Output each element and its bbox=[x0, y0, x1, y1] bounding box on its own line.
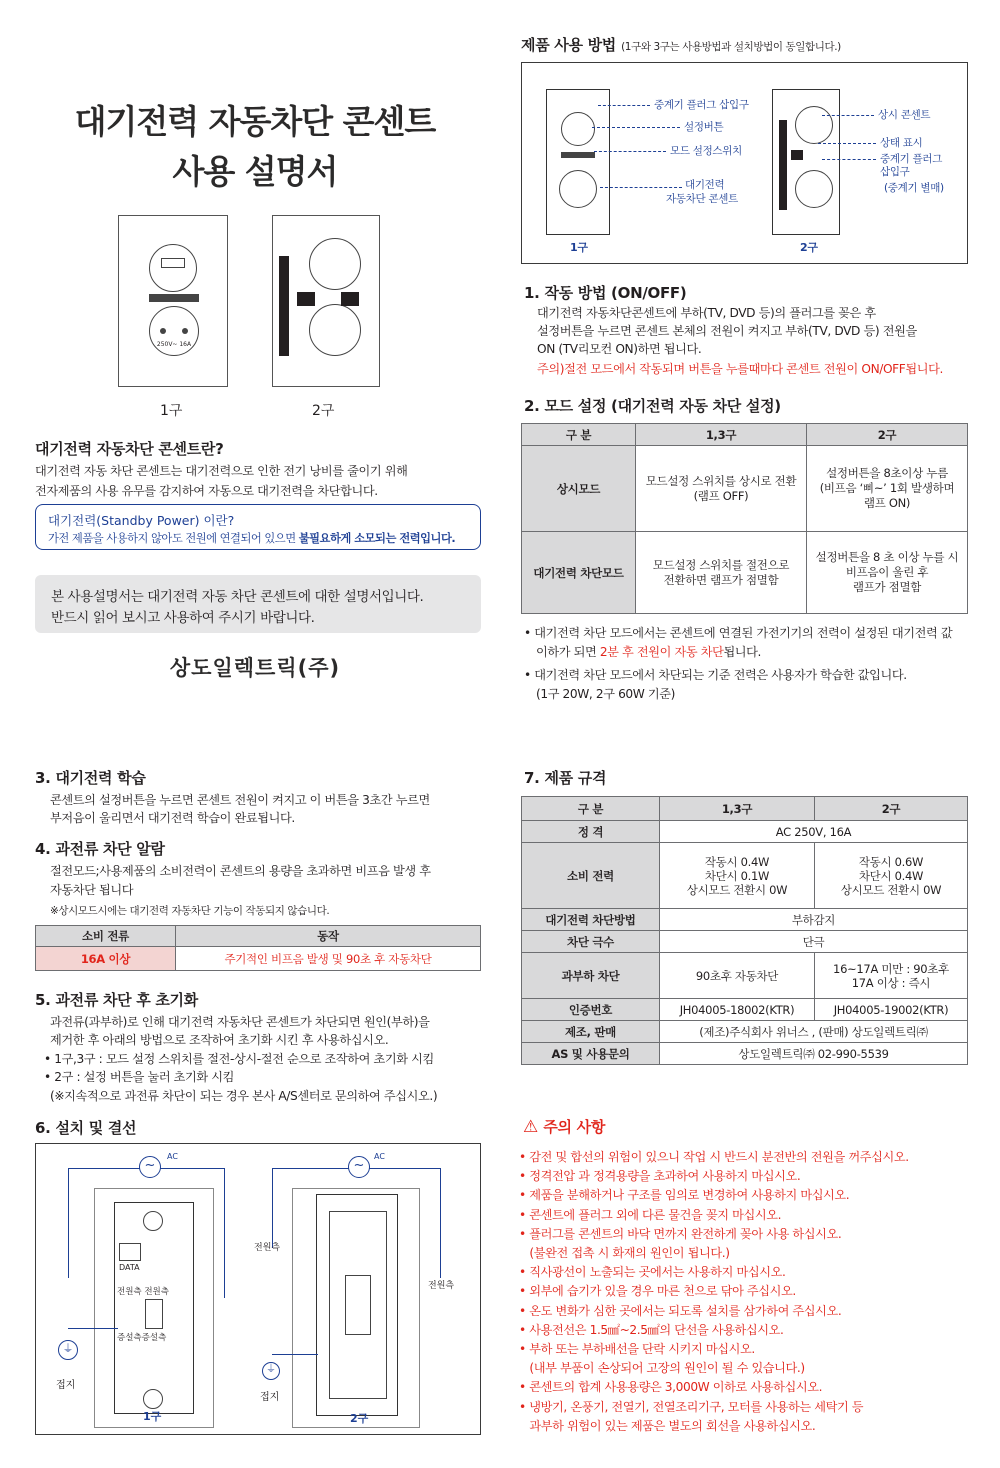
label-standby-2: 자동차단 콘센트 bbox=[666, 193, 738, 205]
sec1-line2: 설정버튼을 누르면 콘센트 본체의 전원이 켜지고 부하(TV, DVD 등) 전원을 bbox=[537, 324, 917, 338]
spec-rating-label: 정 격 bbox=[522, 821, 660, 843]
usage-device-1gu bbox=[546, 89, 610, 235]
spec-method-value: 부하감지 bbox=[660, 909, 968, 931]
sec4-line1: 절전모드;사용제품의 소비전력이 콘센트의 용량을 초과하면 비프음 발생 후 bbox=[50, 864, 431, 878]
rating-label: 250V~ 16A bbox=[156, 341, 192, 348]
list-item: • 정격전압 과 정격용량을 초과하여 사용하지 마십시오. bbox=[519, 1169, 801, 1184]
spec-th-category: 구 분 bbox=[522, 797, 660, 821]
wiring-caption-1gu: 1구 bbox=[143, 1410, 162, 1423]
usage-diagram bbox=[521, 62, 968, 264]
sec5-heading: 5. 과전류 차단 후 초기화 bbox=[35, 991, 198, 1009]
list-item: • 콘센트에 플러그 외에 다른 물건을 꽂지 마십시오. bbox=[519, 1207, 782, 1222]
label-relay-plug-2-a: 중계기 플러그 bbox=[880, 153, 943, 165]
company-name: 상도일렉트릭(주) bbox=[169, 656, 341, 680]
product-image-1gu bbox=[118, 215, 228, 387]
list-item: • 제품을 분해하거나 구조를 임의로 변경하여 사용하지 마십시오. bbox=[519, 1188, 850, 1203]
sec2-bullet1: • 대기전력 차단 모드에서는 콘센트에 연결된 가전기기의 전력이 설정된 대기전력 값 bbox=[524, 626, 953, 640]
sec5-line4: • 2구 : 설정 버튼을 눌러 초기화 시킴 bbox=[44, 1070, 235, 1084]
standby-power-box bbox=[35, 504, 481, 550]
intro-text-2: 전자제품의 사용 유무를 감지하여 자동으로 대기전력을 차단합니다. bbox=[35, 484, 378, 498]
caution-list bbox=[519, 1148, 979, 1436]
sec6-heading: 6. 설치 및 결선 bbox=[35, 1119, 137, 1137]
list-item: • 부하 또는 부하배선을 단락 시키지 마십시오. bbox=[519, 1342, 755, 1357]
usage-heading: 제품 사용 방법 bbox=[521, 36, 616, 54]
oc-th-current: 소비 전류 bbox=[36, 926, 176, 947]
title-line1: 대기전력 자동차단 콘센트 bbox=[74, 102, 436, 141]
product-image-2gu bbox=[272, 215, 380, 387]
list-item: • 냉방기, 온풍기, 전열기, 전열조리기구, 모터를 사용하는 세탁기 등 bbox=[519, 1399, 864, 1414]
list-item: • 외부에 습기가 있을 경우 마른 천으로 닦아 주십시오. bbox=[519, 1284, 796, 1299]
table-row bbox=[36, 947, 481, 971]
power-side-1b: 전원측 bbox=[144, 1287, 169, 1297]
oc-th-action: 동작 bbox=[176, 926, 481, 947]
usage-caption-1gu: 1구 bbox=[570, 241, 588, 254]
spec-cert-label: 인증번호 bbox=[522, 999, 660, 1021]
spec-poles-label: 차단 극수 bbox=[522, 931, 660, 953]
sec1-line3: ON (TV리모컨 ON)하면 됩니다. bbox=[537, 342, 702, 356]
label-relay-plug-2-b: 삽입구 bbox=[880, 166, 910, 178]
spec-maker-value: (제조)주식회사 위너스 , (판매) 상도일렉트릭㈜ bbox=[660, 1021, 968, 1043]
spec-as-value: 상도일렉트릭㈜ 02-990-5539 bbox=[660, 1043, 968, 1065]
table-row: 상시모드 모드설정 스위치를 상시로 전환 (램프 OFF) 설정버튼을 8초이상 누름 (비프음 ‘삐~’ 1회 발생하며 램프 ON) bbox=[522, 446, 968, 532]
table-row bbox=[522, 999, 968, 1021]
power-side-1a: 전원측 bbox=[117, 1287, 142, 1297]
sec5-line1: 과전류(과부하)로 인해 대기전력 자동차단 콘센트가 차단되면 원인(부하)을 bbox=[50, 1015, 430, 1029]
mode-th-category: 구 분 bbox=[522, 424, 636, 446]
warning-icon: ⚠ bbox=[523, 1117, 539, 1137]
list-item: • 플러그를 콘센트의 바닥 면까지 완전하게 꽂아 사용 하십시오. bbox=[519, 1226, 842, 1241]
table-row bbox=[522, 1043, 968, 1065]
list-item: (불완전 접촉 시 화재의 원인이 됩니다.) bbox=[519, 1246, 730, 1261]
sec1-heading: 1. 작동 방법 (ON/OFF) bbox=[524, 284, 687, 302]
table-row bbox=[522, 909, 968, 931]
spec-th-2gu: 2구 bbox=[815, 797, 968, 821]
label-always-outlet: 상시 콘센트 bbox=[878, 109, 931, 121]
mode-th-13gu: 1,3구 bbox=[636, 424, 807, 446]
label-standby-1: 대기전력 bbox=[685, 179, 725, 191]
mode-row-always: 상시모드 bbox=[522, 446, 636, 532]
sec5-line5: (※지속적으로 과전류 차단이 되는 경우 본사 A/S센터로 문의하여 주십시오.) bbox=[50, 1089, 438, 1103]
usage-device-2gu bbox=[772, 89, 840, 235]
table-row: 대기전력 차단모드 모드설정 스위치를 절전으로 전환하면 램프가 점멸함 설정버튼을 8 초 이상 누를 시 비프음이 울린 후 램프가 점멸함 bbox=[522, 532, 968, 614]
sec2-bullet1-red: 2분 후 전원이 자동 차단 bbox=[599, 645, 724, 659]
standby-box-text-a: 가전 제품을 사용하지 않아도 전원에 연결되어 있으면 bbox=[48, 532, 299, 545]
oc-cell-current: 16A 이상 bbox=[36, 947, 176, 971]
label-status-display: 상태 표시 bbox=[880, 137, 923, 149]
overcurrent-table bbox=[35, 925, 481, 971]
notice-line1: 본 사용설명서는 대기전력 자동 차단 콘센트에 대한 설명서입니다. bbox=[51, 589, 424, 605]
sec2-heading: 2. 모드 설정 (대기전력 자동 차단 설정) bbox=[524, 397, 781, 415]
table-row: 소비 전력 작동시 0.4W 차단시 0.1W 상시모드 전환시 0W 작동시 0.6W 차단시 0.4W 상시모드 전환시 0W bbox=[522, 843, 968, 909]
label-relay-sold-separately: (중계기 별매) bbox=[884, 182, 944, 194]
caution-heading: 주의 사항 bbox=[543, 1118, 606, 1136]
mode-th-2gu: 2구 bbox=[807, 424, 968, 446]
title-line2: 사용 설명서 bbox=[172, 152, 338, 191]
label-mode-switch: 모드 설정스위치 bbox=[670, 145, 742, 157]
notice-line2: 반드시 읽어 보시고 사용하여 주시기 바랍니다. bbox=[51, 610, 315, 626]
sec1-line1: 대기전력 자동차단콘센트에 부하(TV, DVD 등)의 플러그를 꽂은 후 bbox=[537, 306, 876, 320]
sec1-warning: 주의)절전 모드에서 작동되며 버튼을 누를때마다 콘센트 전원이 ON/OFF됩니다. bbox=[537, 362, 943, 376]
usage-subheading: (1구와 3구는 사용방법과 설치방법이 동일합니다.) bbox=[621, 41, 841, 53]
sec3-line2: 부저음이 울리면서 대기전력 학습이 완료됩니다. bbox=[50, 811, 295, 825]
sec2-bullet2: • 대기전력 차단 모드에서 차단되는 기준 전력은 사용자가 학습한 값입니다. bbox=[524, 668, 907, 682]
list-item: • 사용전선은 1.5㎟~2.5㎟의 단선을 사용하십시오. bbox=[519, 1322, 784, 1337]
product-label-1gu: 1구 bbox=[160, 403, 183, 419]
ac-label-2: AC bbox=[374, 1152, 385, 1161]
sec2-bullet1-b: 이하가 되면 bbox=[536, 645, 600, 659]
spec-th-13gu: 1,3구 bbox=[660, 797, 815, 821]
mode-row-standby: 대기전력 차단모드 bbox=[522, 532, 636, 614]
data-label: DATA bbox=[119, 1263, 140, 1272]
standby-box-title: 대기전력(Standby Power) 이란? bbox=[48, 513, 235, 528]
ground-label-2: 접지 bbox=[260, 1392, 280, 1403]
standby-box-text-b: 불필요하게 소모되는 전력입니다. bbox=[298, 532, 456, 545]
wiring-caption-2gu: 2구 bbox=[350, 1412, 369, 1425]
label-setting-button: 설정버튼 bbox=[684, 121, 724, 133]
spec-cert-2gu: JH04005-19002(KTR) bbox=[815, 999, 968, 1021]
wiring-device-1gu bbox=[114, 1202, 194, 1414]
spec-method-label: 대기전력 차단방법 bbox=[522, 909, 660, 931]
power-side-2-right: 전원측 bbox=[428, 1281, 455, 1291]
spec-rating-value: AC 250V, 16A bbox=[660, 821, 968, 843]
sec7-heading: 7. 제품 규격 bbox=[524, 769, 607, 787]
sec5-line2: 제거한 후 아래의 방법으로 조작하여 초기화 시킨 후 사용하십시오. bbox=[50, 1033, 389, 1047]
mode-setting-table bbox=[521, 423, 968, 614]
spec-as-label: AS 및 사용문의 bbox=[522, 1043, 660, 1065]
sec3-heading: 3. 대기전력 학습 bbox=[35, 769, 146, 787]
list-item: • 콘센트의 합계 사용용량은 3,000W 이하로 사용하십시오. bbox=[519, 1380, 823, 1395]
ground-label-1: 접지 bbox=[56, 1380, 76, 1391]
spec-poles-value: 단극 bbox=[660, 931, 968, 953]
wiring-device-2gu bbox=[316, 1194, 398, 1416]
table-row bbox=[522, 821, 968, 843]
sec2-bullet1-d: 됩니다. bbox=[723, 645, 762, 659]
sec3-line1: 콘센트의 설정버튼을 누르면 콘센트 전원이 켜지고 이 버튼을 3초간 누르면 bbox=[50, 793, 430, 807]
spec-cert-13gu: JH04005-18002(KTR) bbox=[660, 999, 815, 1021]
list-item: • 직사광선이 노출되는 곳에서는 사용하지 마십시오. bbox=[519, 1265, 786, 1280]
table-row: 과부하 차단 90초후 자동차단 16~17A 미만 : 90초후 17A 이상 : 즉시 bbox=[522, 953, 968, 999]
spec-maker-label: 제조, 판매 bbox=[522, 1021, 660, 1043]
caution-header bbox=[523, 1116, 605, 1137]
sec5-line3: • 1구,3구 : 모드 설정 스위치를 절전-상시-절전 순으로 조작하여 초기화 시킴 bbox=[44, 1052, 434, 1066]
notice-box bbox=[35, 575, 481, 633]
sec2-bullet2-b: (1구 20W, 2구 60W 기준) bbox=[536, 687, 675, 701]
intro-heading: 대기전력 자동차단 콘센트란? bbox=[35, 440, 224, 458]
spec-table bbox=[521, 796, 968, 1065]
list-item: (내부 부품이 손상되어 고장의 원인이 될 수 있습니다.) bbox=[519, 1361, 805, 1376]
sec4-heading: 4. 과전류 차단 알람 bbox=[35, 840, 165, 858]
spec-overload-label: 과부하 차단 bbox=[522, 953, 660, 999]
sec4-line2: 자동차단 됩니다 bbox=[50, 883, 134, 897]
list-item: 과부하 위험이 있는 제품은 별도의 회선을 사용하십시오. bbox=[519, 1418, 816, 1433]
oc-cell-action: 주기적인 비프음 발생 및 90초 후 자동차단 bbox=[176, 947, 481, 971]
label-relay-plug-slot: 중계기 플러그 삽입구 bbox=[654, 99, 749, 111]
usage-caption-2gu: 2구 bbox=[800, 241, 818, 254]
spec-power-label: 소비 전력 bbox=[522, 843, 660, 909]
sec4-note: ※상시모드시에는 대기전력 자동차단 기능이 작동되지 않습니다. bbox=[50, 905, 330, 917]
load-side-1b: 증설측 bbox=[141, 1333, 167, 1343]
power-side-2-left: 전원측 bbox=[254, 1243, 281, 1253]
table-row bbox=[522, 1021, 968, 1043]
load-side-1a: 증설측 bbox=[117, 1333, 142, 1343]
table-row bbox=[522, 931, 968, 953]
list-item: • 감전 및 합선의 위험이 있으니 작업 시 반드시 분전반의 전원을 꺼주십시오. bbox=[519, 1150, 909, 1164]
wiring-diagram: ~ AC DATA 전원측 전원측 증설측증설측 ⏚ 접지 1구 ~ AC 전원측 전원측 ⏚ 접지 2구 bbox=[35, 1143, 481, 1435]
ac-label-1: AC bbox=[167, 1152, 178, 1161]
product-label-2gu: 2구 bbox=[312, 403, 335, 419]
list-item: • 온도 변화가 심한 곳에서는 되도록 설치를 삼가하여 주십시오. bbox=[519, 1303, 842, 1318]
spec-overload-13gu: 90초후 자동차단 bbox=[660, 953, 815, 999]
intro-text-1: 대기전력 자동 차단 콘센트는 대기전력으로 인한 전기 낭비를 줄이기 위해 bbox=[35, 464, 408, 478]
